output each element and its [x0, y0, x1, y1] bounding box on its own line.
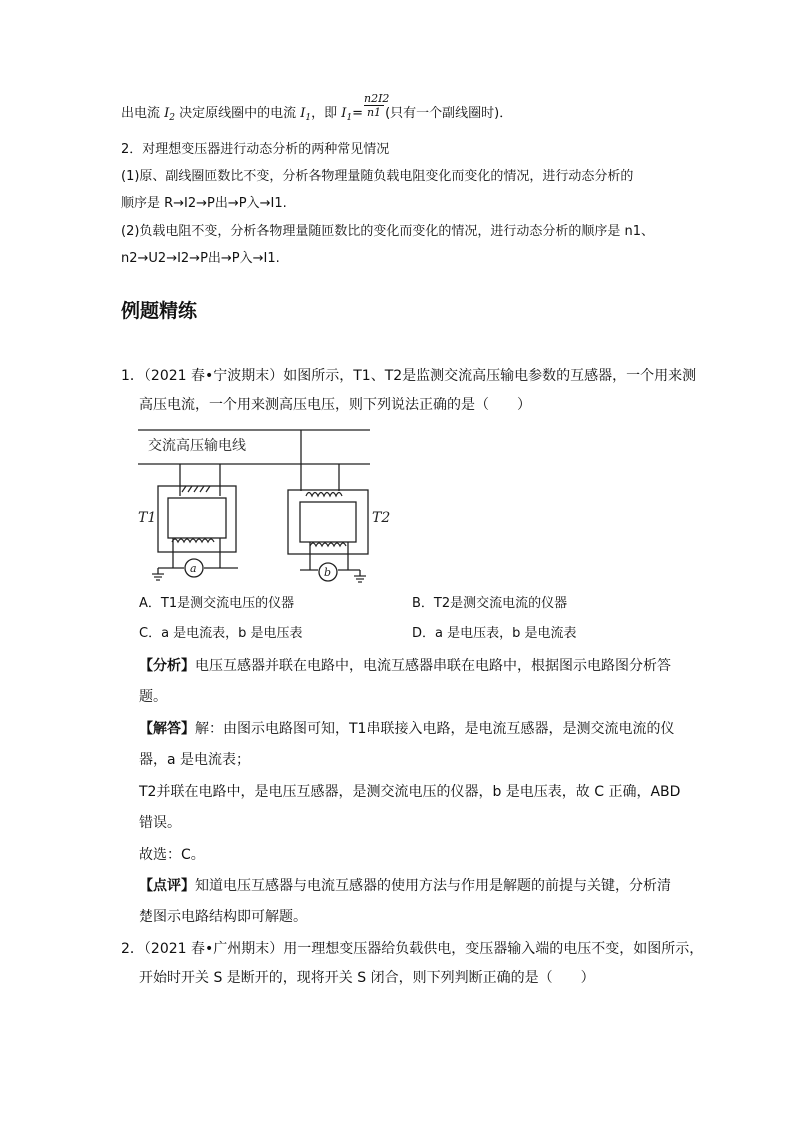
comment-text: 知道电压互感器与电流互感器的使用方法与作用是解题的前提与关键，分析清 [195, 878, 671, 894]
q1-solution-c: T2并联在电路中，是电压互感器，是测交流电压的仪器，b 是电压表，故 C 正确，ABD [139, 784, 681, 800]
t1-core-outer [158, 486, 236, 552]
q1-solution-d: 错误。 [139, 815, 181, 831]
q2-stem-b: 开始时开关 S 是断开的，现将开关 S 闭合，则下列判断正确的是（ ） [139, 970, 595, 986]
intro-text-2: 决定原线圈中的电流 [175, 106, 301, 121]
var-i2: $I_2$ [164, 106, 176, 123]
intro-line-1 [121, 106, 512, 126]
q1-option-a: A．T1是测交流电压的仪器 [139, 596, 295, 611]
t2-secondary-coil [310, 543, 346, 546]
q1-analysis-a [139, 657, 671, 675]
t1-core-inner [168, 498, 226, 538]
analysis-tag: 【分析】 [139, 658, 195, 674]
q1-comment-a [139, 877, 671, 895]
var-i1: $I_1$ [300, 106, 312, 123]
point-2: 2．对理想变压器进行动态分析的两种常见情况 [121, 142, 390, 157]
case2-line-b: n2→U2→I2→P出→P入→I1. [121, 251, 280, 266]
fraction-numerator: n2I2 [364, 92, 390, 105]
q1-comment-b: 楚图示电路结构即可解题。 [139, 909, 307, 925]
q1-option-b: B．T2是测交流电流的仪器 [412, 596, 568, 611]
t2-primary-coil [306, 493, 342, 497]
analysis-text: 电压互感器并联在电路中，电流互感器串联在电路中，根据图示电路图分析答 [195, 658, 671, 674]
intro-text-4: (只有一个副线圈时)． [385, 106, 513, 121]
case1-line-b: 顺序是 R→I2→P出→P入→I1. [121, 196, 287, 211]
transformer-circuit-figure [138, 416, 391, 588]
solution-tag: 【解答】 [139, 721, 195, 737]
q1-option-c: C．a 是电流表，b 是电压表 [139, 626, 303, 641]
q1-answer: 故选：C。 [139, 847, 205, 863]
q1-solution-b: 器，a 是电流表； [139, 752, 251, 768]
q1-stem-a: 1．（2021 春•宁波期末）如图所示，T1、T2是监测交流高压输电参数的互感器，一个用来测 [121, 368, 697, 384]
q1-solution-a [139, 720, 674, 738]
label-meter-a: a [190, 562, 197, 575]
t1-secondary-coil [172, 539, 214, 542]
q1-option-d: D．a 是电压表，b 是电流表 [412, 626, 577, 641]
section-heading: 例题精练 [121, 300, 198, 322]
case2-line-a: (2)负载电阻不变，分析各物理量随匝数比的变化而变化的情况，进行动态分析的顺序是 n1、 [121, 224, 655, 239]
label-t2: T2 [372, 510, 391, 526]
q2-stem-a: 2．（2021 春•广州期末）用一理想变压器给负载供电，变压器输入端的电压不变，如图所示， [121, 941, 704, 957]
t1-primary-coil [182, 486, 210, 492]
solution-text: 解：由图示电路图可知，T1串联接入电路，是电流互感器，是测交流电流的仪 [195, 721, 675, 737]
label-hv-line: 交流高压输电线 [148, 438, 246, 454]
fraction [364, 92, 390, 119]
intro-text-3: ，即 [311, 106, 342, 121]
comment-tag: 【点评】 [139, 878, 195, 894]
label-t1: T1 [138, 510, 157, 526]
label-meter-b: b [324, 566, 332, 579]
intro-text-1: 出电流 [121, 106, 165, 121]
equals-sign: = [352, 106, 364, 121]
q1-analysis-b: 题。 [139, 689, 167, 705]
fraction-denominator: n1 [366, 106, 382, 119]
case1-line-a: (1)原、副线圈匝数比不变，分析各物理量随负载电阻变化而变化的情况，进行动态分析的 [121, 169, 634, 184]
t2-core-inner [300, 502, 356, 542]
q1-stem-b: 高压电流，一个用来测高压电压，则下列说法正确的是（ ） [139, 397, 531, 413]
var-i1-eq: $I_1$ [341, 106, 353, 123]
